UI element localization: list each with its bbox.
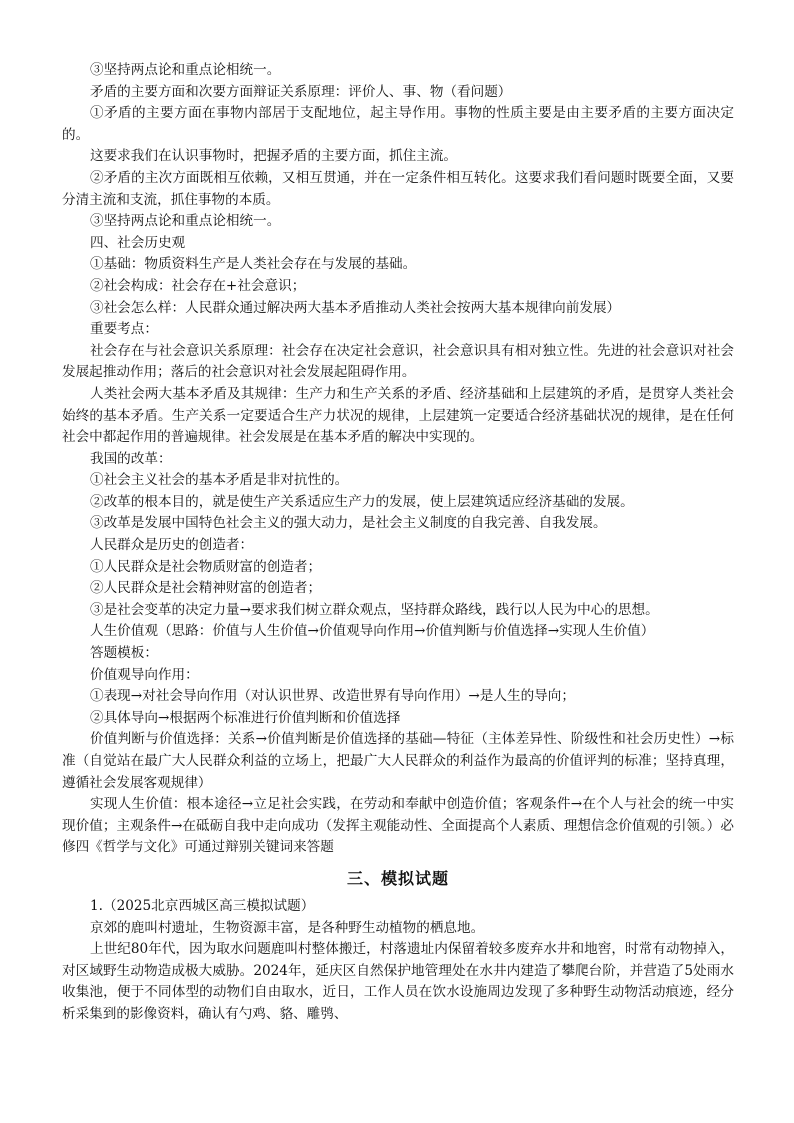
paragraph: 实现人生价值：根本途径→立足社会实践，在劳动和奉献中创造价值；客观条件→在个人与社会的统一中实现价值；主观条件→在砥砺自我中走向成功（发挥主观能动性、全面提高个人素质、理想信念价值观的引领。）必修四《哲学与文化》可通过辩别关键词来答题 bbox=[62, 796, 734, 856]
paragraph: ②改革的根本目的，就是使生产关系适应生产力的发展，使上层建筑适应经济基础的发展。 bbox=[90, 493, 634, 510]
paragraph: 社会存在与社会意识关系原理：社会存在决定社会意识，社会意识具有相对独立性。先进的社会意识对社会发展起推动作用；落后的社会意识对社会发展起阻碍作用。 bbox=[62, 342, 734, 381]
paragraph: ①人民群众是社会物质财富的创造者； bbox=[90, 558, 322, 575]
paragraph: 人生价值观（思路：价值与人生价值→价值观导向作用→价值判断与价值选择→实现人生价值） bbox=[90, 623, 655, 640]
paragraph: ①基础：物质资料生产是人类社会存在与发展的基础。 bbox=[90, 256, 417, 273]
paragraph: ②社会构成：社会存在+社会意识； bbox=[90, 277, 306, 294]
paragraph: ③改革是发展中国特色社会主义的强大动力，是社会主义制度的自我完善、自我发展。 bbox=[90, 515, 607, 532]
mock-test-section bbox=[62, 896, 734, 1026]
theory-section bbox=[62, 60, 734, 859]
paragraph: ②具体导向→根据两个标准进行价值判断和价值选择 bbox=[90, 709, 401, 726]
paragraph: 矛盾的主要方面和次要方面辩证关系原理：评价人、事、物（看问题） bbox=[90, 83, 512, 100]
paragraph: ③社会怎么样：人民群众通过解决两大基本矛盾推动人类社会按两大基本规律向前发展） bbox=[90, 299, 621, 316]
paragraph: 京郊的鹿叫村遗址，生物资源丰富，是各种野生动植物的栖息地。 bbox=[90, 919, 485, 936]
paragraph: 上世纪80年代，因为取水问题鹿叫村整体搬迁，村落遗址内保留着较多废弃水井和地窖，时常有动物掉入，对区域野生动物造成极大威胁。2024年，延庆区自然保护地管理处在水井内建造了攀爬台阶，并营造了5处雨水收集池，便于不同体型的动物们自由取水，近日，工作人员在饮水设施周边发现了多种野生动物活动痕迹，经分析采集到的影像资料，确认有勺鸡、貉、雕鸮、 bbox=[62, 941, 734, 1022]
subsection-title: 四、社会历史观 bbox=[90, 234, 186, 251]
paragraph: ②人民群众是社会精神财富的创造者； bbox=[90, 580, 322, 597]
paragraph: 重要考点： bbox=[90, 321, 158, 338]
paragraph: ③坚持两点论和重点论相统一。 bbox=[90, 213, 281, 230]
section-heading: 三、模拟试题 bbox=[346, 868, 449, 888]
paragraph: 人类社会两大基本矛盾及其规律：生产力和生产关系的矛盾、经济基础和上层建筑的矛盾，是贯穿人类社会始终的基本矛盾。生产关系一定要适合生产力状况的规律，上层建筑一定要适合经济基础状况的规律，是在任何社会中都起作用的普遍规律。社会发展是在基本矛盾的解决中实现的。 bbox=[62, 385, 734, 446]
paragraph: ②矛盾的主次方面既相互依赖，又相互贯通，并在一定条件相互转化。这要求我们看问题时既要全面，又要分清主流和支流，抓住事物的本质。 bbox=[62, 169, 734, 208]
paragraph: ③是社会变革的决定力量→要求我们树立群众观点，坚持群众路线，践行以人民为中心的思想。 bbox=[90, 601, 659, 618]
paragraph: ①表现→对社会导向作用（对认识世界、改造世界有导向作用）→是人生的导向； bbox=[90, 688, 575, 705]
paragraph: 价值观导向作用： bbox=[90, 666, 199, 683]
paragraph: ①矛盾的主要方面在事物内部居于支配地位，起主导作用。事物的性质主要是由主要矛盾的主要方面决定的。 bbox=[62, 105, 734, 143]
paragraph: ①社会主义社会的基本矛盾是非对抗性的。 bbox=[90, 472, 349, 489]
document-page bbox=[62, 60, 734, 1026]
paragraph: 这要求我们在认识事物时，把握矛盾的主要方面，抓住主流。 bbox=[90, 148, 458, 165]
paragraph: 人民群众是历史的创造者： bbox=[90, 537, 254, 554]
question-number: 1.（2025北京西城区高三模拟试题） bbox=[90, 897, 315, 914]
paragraph: 我国的改革： bbox=[90, 450, 172, 467]
paragraph: ③坚持两点论和重点论相统一。 bbox=[90, 62, 281, 78]
paragraph: 答题模板： bbox=[90, 645, 158, 662]
paragraph: 价值判断与价值选择：关系→价值判断是价值选择的基础—特征（主体差异性、阶级性和社会历史性）→标准（自觉站在最广大人民群众利益的立场上，把最广大人民群众的利益作为最高的价值评判的标准；坚持真理，遵循社会发展客观规律） bbox=[62, 731, 734, 791]
